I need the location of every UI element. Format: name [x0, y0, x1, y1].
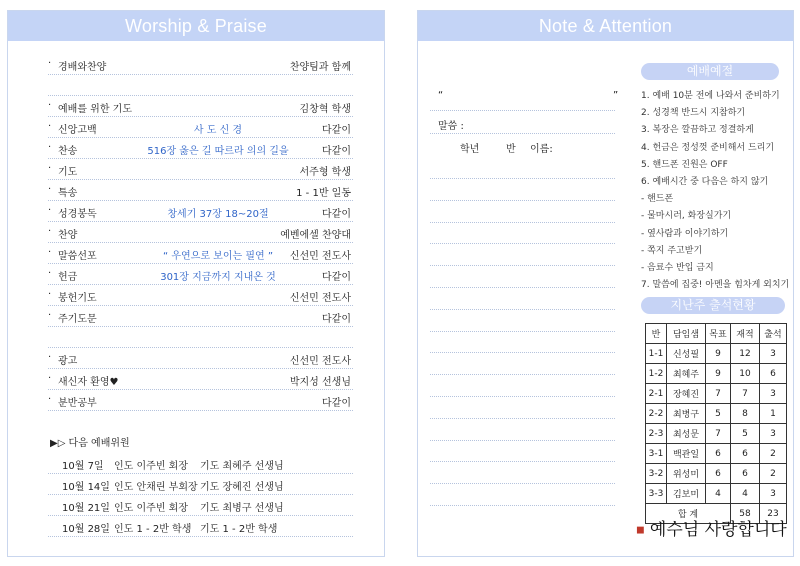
note-line [430, 201, 615, 223]
column-header: 담임샘 [667, 324, 706, 344]
committee-date: 10월 14일 [62, 482, 110, 493]
service-detail: 516장 옳은 길 따르라 의의 길을 [147, 146, 289, 157]
rule-item: 7. 말씀에 집중! 아멘을 힘차게 외치기 [641, 280, 790, 291]
column-header: 목표 [706, 324, 731, 344]
rule-item: 4. 헌금은 정성껏 준비해서 드리기 [641, 142, 775, 153]
service-detail: 301장 지금까지 지내온 것 [160, 272, 276, 283]
note-line [430, 375, 615, 397]
attendance-row [646, 364, 787, 384]
service-leader: 찬양팀과 함께 [289, 62, 351, 73]
attendance-cell: 7 [706, 384, 731, 404]
note-line [430, 288, 615, 310]
attendance-cell: 3 [760, 344, 787, 364]
service-row [48, 327, 353, 348]
quote-open: “ [438, 90, 444, 101]
attendance-cell: 5 [731, 424, 760, 444]
rule-item: 1. 예배 10분 전에 나와서 준비하기 [641, 91, 780, 101]
note-line [430, 112, 615, 134]
attendance-cell: 7 [731, 384, 760, 404]
attendance-title: 지난주 출석현황 [641, 297, 785, 314]
column-header: 출석 [760, 324, 787, 344]
committee-date: 10월 7일 [62, 461, 104, 472]
attendance-table [645, 323, 787, 524]
class-label: 반 [506, 144, 516, 155]
rule-item: - 쪽지 주고받기 [641, 245, 703, 256]
attendance-cell: 위성미 [667, 464, 706, 484]
service-item: 성경봉독 [58, 209, 97, 220]
note-line [430, 440, 615, 462]
attendance-cell: 12 [731, 344, 760, 364]
service-item: 경배와찬양 [58, 62, 107, 73]
note-line [430, 419, 615, 441]
note-line [430, 89, 615, 111]
service-row [48, 180, 353, 201]
service-leader: 다같이 [322, 314, 351, 325]
service-row [48, 264, 353, 285]
bullet-icon: · [48, 352, 52, 363]
bullet-icon: · [48, 163, 52, 174]
attendance-cell: 신성필 [667, 344, 706, 364]
service-leader: 신선민 전도사 [289, 356, 351, 367]
attendance-cell: 3 [760, 384, 787, 404]
note-line [430, 310, 615, 332]
service-item: 찬송 [58, 146, 78, 157]
attendance-cell: 백관일 [667, 444, 706, 464]
service-leader: 다같이 [322, 209, 351, 220]
service-leader: 신선민 전도사 [289, 251, 351, 262]
bullet-icon: · [48, 184, 52, 195]
service-row [48, 285, 353, 306]
attendance-cell: 9 [706, 364, 731, 384]
committee-prayer: 기도 장혜진 선생님 [200, 482, 284, 493]
signature: ■ 예수님 사랑합니다 [636, 520, 787, 540]
attendance-cell: 김보미 [667, 484, 706, 504]
service-item: 분반공부 [58, 398, 97, 409]
rule-item: 3. 복장은 깔끔하고 정결하게 [641, 125, 754, 136]
note-line [430, 331, 615, 353]
bullet-icon: · [48, 100, 52, 111]
note-line [430, 266, 615, 288]
attendance-cell: 2-2 [646, 404, 667, 424]
bullet-icon: · [48, 373, 52, 384]
attendance-cell: 3-2 [646, 464, 667, 484]
attendance-cell: 9 [706, 344, 731, 364]
service-item: 주기도문 [58, 314, 97, 325]
committee-prayer: 기도 1 - 2반 학생 [200, 524, 278, 535]
service-leader: 서주형 학생 [299, 167, 351, 178]
committee-row [48, 494, 353, 516]
attendance-cell: 3-3 [646, 484, 667, 504]
committee-row [48, 515, 353, 537]
attendance-cell: 4 [731, 484, 760, 504]
attendance-cell: 2 [760, 444, 787, 464]
bullet-icon: · [48, 394, 52, 405]
bullet-icon: · [48, 289, 52, 300]
rule-item: 5. 핸드폰 진원은 OFF [641, 159, 728, 170]
service-leader: 신선민 전도사 [289, 293, 351, 304]
committee-date: 10월 21일 [62, 503, 110, 514]
note-title: Note & Attention [418, 11, 793, 41]
attendance-header [646, 324, 787, 344]
committee-leader: 인도 이주빈 회장 [114, 461, 188, 472]
attendance-cell: 6 [760, 364, 787, 384]
committee-row [48, 452, 353, 474]
rule-item: 6. 예배시간 중 다음은 하지 않기 [641, 177, 769, 187]
note-line [430, 222, 615, 244]
service-row [48, 117, 353, 138]
bullet-icon: · [48, 58, 52, 69]
worship-panel [7, 10, 385, 557]
service-row [48, 243, 353, 264]
bullet-icon: · [48, 121, 52, 132]
attendance-cell: 4 [706, 484, 731, 504]
service-item: 특송 [58, 188, 78, 199]
committee-leader: 인도 이주빈 회장 [114, 503, 188, 514]
total-attended: 23 [760, 504, 787, 524]
attendance-cell: 1-2 [646, 364, 667, 384]
service-leader: 다같이 [322, 146, 351, 157]
attendance-row [646, 444, 787, 464]
note-line [430, 157, 615, 179]
service-item: 찬양 [58, 230, 78, 241]
attendance-cell: 5 [706, 404, 731, 424]
attendance-cell: 최혜주 [667, 364, 706, 384]
committee-row [48, 473, 353, 495]
service-leader: 다같이 [322, 398, 351, 409]
service-row [48, 369, 353, 390]
attendance-cell: 2-1 [646, 384, 667, 404]
service-row [48, 348, 353, 369]
service-row [48, 96, 353, 117]
grade-label: 학년 [460, 144, 480, 155]
service-item: 기도 [58, 167, 78, 178]
service-item: 봉헌기도 [58, 293, 97, 304]
bullet-icon: · [48, 247, 52, 258]
committee-leader: 인도 1 - 2반 학생 [114, 524, 192, 535]
attendance-cell: 6 [731, 464, 760, 484]
service-detail: “ 우연으로 보이는 필연 ” [162, 251, 274, 262]
service-item: 신앙고백 [58, 125, 97, 136]
committee-leader: 인도 안채린 부회장 [114, 482, 198, 493]
service-row [48, 54, 353, 75]
attendance-row [646, 404, 787, 424]
service-row [48, 138, 353, 159]
rule-item: - 옆사람과 이야기하기 [641, 228, 729, 239]
attendance-cell: 8 [731, 404, 760, 424]
service-item: 새신자 환영♥ [58, 377, 119, 388]
committee-prayer: 기도 최병구 선생님 [200, 503, 284, 514]
attendance-row [646, 484, 787, 504]
note-line [430, 244, 615, 266]
service-leader: 다같이 [322, 125, 351, 136]
service-leader: 박지성 선생님 [289, 377, 351, 388]
rules-title: 예배예절 [641, 63, 779, 80]
total-label: 합 계 [646, 504, 731, 524]
service-item: 광고 [58, 356, 78, 367]
committee-date: 10월 28일 [62, 524, 110, 535]
worship-title: Worship & Praise [8, 11, 384, 41]
attendance-row [646, 344, 787, 364]
attendance-cell: 3 [760, 424, 787, 444]
attendance-row [646, 424, 787, 444]
rule-item: - 물마시러, 화장실가기 [641, 211, 732, 222]
service-leader: 1 - 1반 일동 [296, 188, 351, 199]
service-leader: 다같이 [322, 272, 351, 283]
attendance-row [646, 464, 787, 484]
total-enrolled: 58 [731, 504, 760, 524]
attendance-cell: 6 [706, 464, 731, 484]
note-line [430, 179, 615, 201]
attendance-cell: 1 [760, 404, 787, 424]
bullet-icon: · [48, 205, 52, 216]
service-row [48, 222, 353, 243]
service-leader: 예벤에셀 찬양대 [280, 230, 351, 241]
note-line [430, 484, 615, 506]
column-header: 재적 [731, 324, 760, 344]
service-detail: 사 도 신 경 [193, 125, 243, 136]
service-row [48, 390, 353, 411]
name-label: 이름: [530, 144, 553, 155]
attendance-cell: 1-1 [646, 344, 667, 364]
service-leader: 김창혁 학생 [299, 104, 351, 115]
rule-item: - 음료수 반입 금지 [641, 263, 714, 273]
service-item: 말씀선포 [58, 251, 97, 262]
quote-close: ” [613, 90, 619, 101]
bullet-icon: · [48, 142, 52, 153]
seal-icon: ■ [636, 525, 645, 536]
rule-item: - 핸드폰 [641, 194, 674, 205]
attendance-cell: 최병구 [667, 404, 706, 424]
attendance-cell: 장혜진 [667, 384, 706, 404]
attendance-row [646, 384, 787, 404]
word-label: 말씀 : [438, 121, 464, 132]
attendance-cell: 6 [731, 444, 760, 464]
service-item: 헌금 [58, 272, 78, 283]
bullet-icon: · [48, 268, 52, 279]
service-row [48, 306, 353, 327]
attendance-cell: 2 [760, 464, 787, 484]
rule-item: 2. 성경책 반드시 지참하기 [641, 108, 746, 119]
column-header: 반 [646, 324, 667, 344]
note-line [430, 397, 615, 419]
bullet-icon: · [48, 226, 52, 237]
note-panel [417, 10, 794, 557]
attendance-cell: 10 [731, 364, 760, 384]
service-row [48, 75, 353, 96]
committee-prayer: 기도 최혜주 선생님 [200, 461, 284, 472]
attendance-cell: 2-3 [646, 424, 667, 444]
service-row [48, 159, 353, 180]
service-item: 예배를 위한 기도 [58, 104, 132, 115]
note-line [430, 353, 615, 375]
service-row [48, 201, 353, 222]
attendance-cell: 최성문 [667, 424, 706, 444]
next-committee-title: ▶▷ 다음 예배위원 [50, 438, 130, 449]
attendance-cell: 3 [760, 484, 787, 504]
service-detail: 창세기 37장 18~20절 [167, 209, 269, 220]
note-line [430, 462, 615, 484]
bullet-icon: · [48, 310, 52, 321]
attendance-cell: 6 [706, 444, 731, 464]
attendance-cell: 3-1 [646, 444, 667, 464]
attendance-cell: 7 [706, 424, 731, 444]
